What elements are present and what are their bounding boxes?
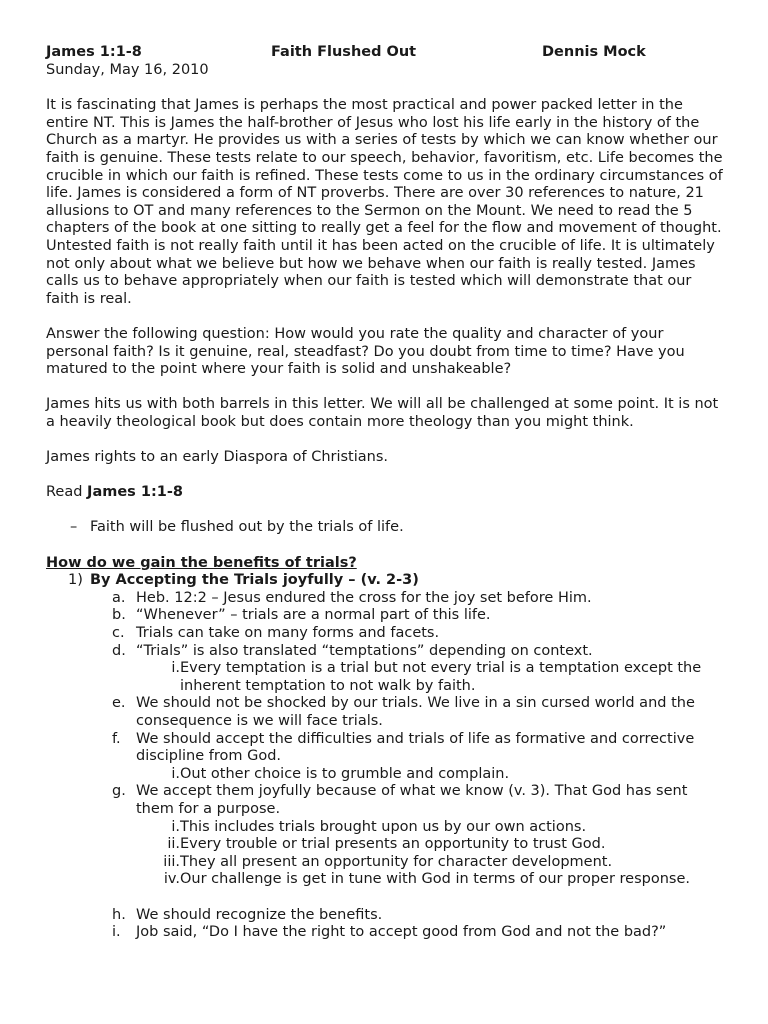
marker-g: g. <box>112 783 126 800</box>
point-1 <box>46 572 726 590</box>
list-item-d <box>46 643 726 661</box>
intro-paragraph: It is fascinating that James is perhaps the most practical and power packed letter in the entire NT. This is James the half-brother of Jesus who lost his life early in the history of the Church as a martyr. He provides us with a series of tests by which we can know whether our faith is genuine. These tests relate to our speech, behavior, favoritism, etc. Life becomes the crucible in which our faith is refined. These tests come to us in the ordinary circumstances of life. James is considered a form of NT proverbs. There are over 30 references to nature, 21 allusions to OT and many references to the Sermon on the Mount. We need to read the 5 chapters of the book at one sitting to really get a feel for the flow and movement of thought. Untested faith is not really faith until it has been acted on the crucible of life. It is ultimately not only about what we believe but how we behave when our faith is really tested. James calls us to behave appropriately when our faith is tested which will demonstrate that our faith is real. <box>46 97 723 307</box>
item-g-i-text: This includes trials brought upon us by our own actions. <box>180 818 587 835</box>
sermon-title: Faith Flushed Out <box>271 44 417 60</box>
list-item-g-iv <box>46 871 726 889</box>
item-d-text: “Trials” is also translated “temptations” depending on context. <box>136 642 593 659</box>
document-page <box>46 44 726 942</box>
point-1-marker: 1) <box>68 572 83 589</box>
list-item-g-i <box>46 819 726 837</box>
item-f-text: We should accept the difficulties and trials of life as formative and corrective discipline from God. <box>136 730 695 765</box>
item-b-text: “Whenever” – trials are a normal part of this life. <box>136 607 491 624</box>
marker-c: c. <box>112 625 125 641</box>
marker-e: e. <box>112 695 126 712</box>
item-g-iii-text: They all present an opportunity for character development. <box>180 853 613 870</box>
dash-list-item <box>46 519 726 537</box>
item-g-text: We accept them joyfully because of what we know (v. 3). That God has sent them for a purpose. <box>136 783 688 817</box>
read-line <box>46 484 726 502</box>
passage-reference: James 1:1-8 <box>46 44 142 60</box>
list-item-g <box>46 783 726 818</box>
item-g-ii-text: Every trouble or trial presents an opportunity to trust God. <box>180 836 606 853</box>
list-item-b <box>46 607 726 625</box>
diaspora-paragraph: James rights to an early Diaspora of Christians. <box>46 449 389 466</box>
marker-b: b. <box>112 607 126 624</box>
item-c-text: Trials can take on many forms and facets. <box>136 625 440 641</box>
marker-g-iv: iv. <box>163 871 180 888</box>
marker-d-i: i. <box>171 660 180 677</box>
marker-g-i: i. <box>171 818 180 835</box>
item-h-text: We should recognize the benefits. <box>136 906 383 923</box>
read-prefix: Read <box>46 484 88 501</box>
marker-f: f. <box>112 730 121 747</box>
marker-h: h. <box>112 906 126 923</box>
item-a-text: Heb. 12:2 – Jesus endured the cross for the joy set before Him. <box>136 589 592 606</box>
marker-f-i: i. <box>171 765 180 782</box>
marker-d: d. <box>112 642 126 659</box>
item-i-text: Job said, “Do I have the right to accept good from God and not the bad?” <box>136 924 667 941</box>
list-item-i <box>46 924 726 942</box>
dash-item-text: Faith will be flushed out by the trials of life. <box>90 519 404 536</box>
item-d-i-text: Every temptation is a trial but not every trial is a temptation except the inherent temptation to not walk by faith. <box>180 660 702 694</box>
list-item-d-i <box>46 660 726 695</box>
question-paragraph: Answer the following question: How would you rate the quality and character of your personal faith? Is it genuine, real, steadfast? Do you doubt from time to time? Have you matured to the point where your faith is solid and unshakeable? <box>46 325 685 378</box>
list-item-f-i <box>46 766 726 784</box>
list-item-h <box>46 907 726 925</box>
list-item-g-ii <box>46 836 726 854</box>
marker-g-ii: ii. <box>167 836 180 853</box>
read-reference: James 1:1-8 <box>87 484 183 501</box>
document-header <box>46 44 726 62</box>
list-item-e <box>46 695 726 730</box>
marker-a: a. <box>112 589 126 606</box>
marker-i: i. <box>112 924 121 941</box>
list-item-c <box>46 625 726 643</box>
item-e-text: We should not be shocked by our trials. We live in a sin cursed world and the consequence is we will face trials. <box>136 695 695 729</box>
item-g-iv-text: Our challenge is get in tune with God in terms of our proper response. <box>180 871 690 888</box>
list-item-g-iii <box>46 854 726 872</box>
author-name: Dennis Mock <box>542 44 646 60</box>
dash-marker: – <box>70 519 78 536</box>
item-f-i-text: Out other choice is to grumble and complain. <box>180 765 510 782</box>
marker-g-iii: iii. <box>163 853 180 870</box>
point-1-text: By Accepting the Trials joyfully – (v. 2-3) <box>90 572 419 589</box>
list-item-f <box>46 731 726 766</box>
list-item-a <box>46 590 726 608</box>
sermon-date: Sunday, May 16, 2010 <box>46 62 209 78</box>
barrels-paragraph: James hits us with both barrels in this letter. We will all be challenged at some point. It is not a heavily theological book but does contain more theology than you might think. <box>46 396 719 430</box>
section-heading: How do we gain the benefits of trials? <box>46 554 357 571</box>
